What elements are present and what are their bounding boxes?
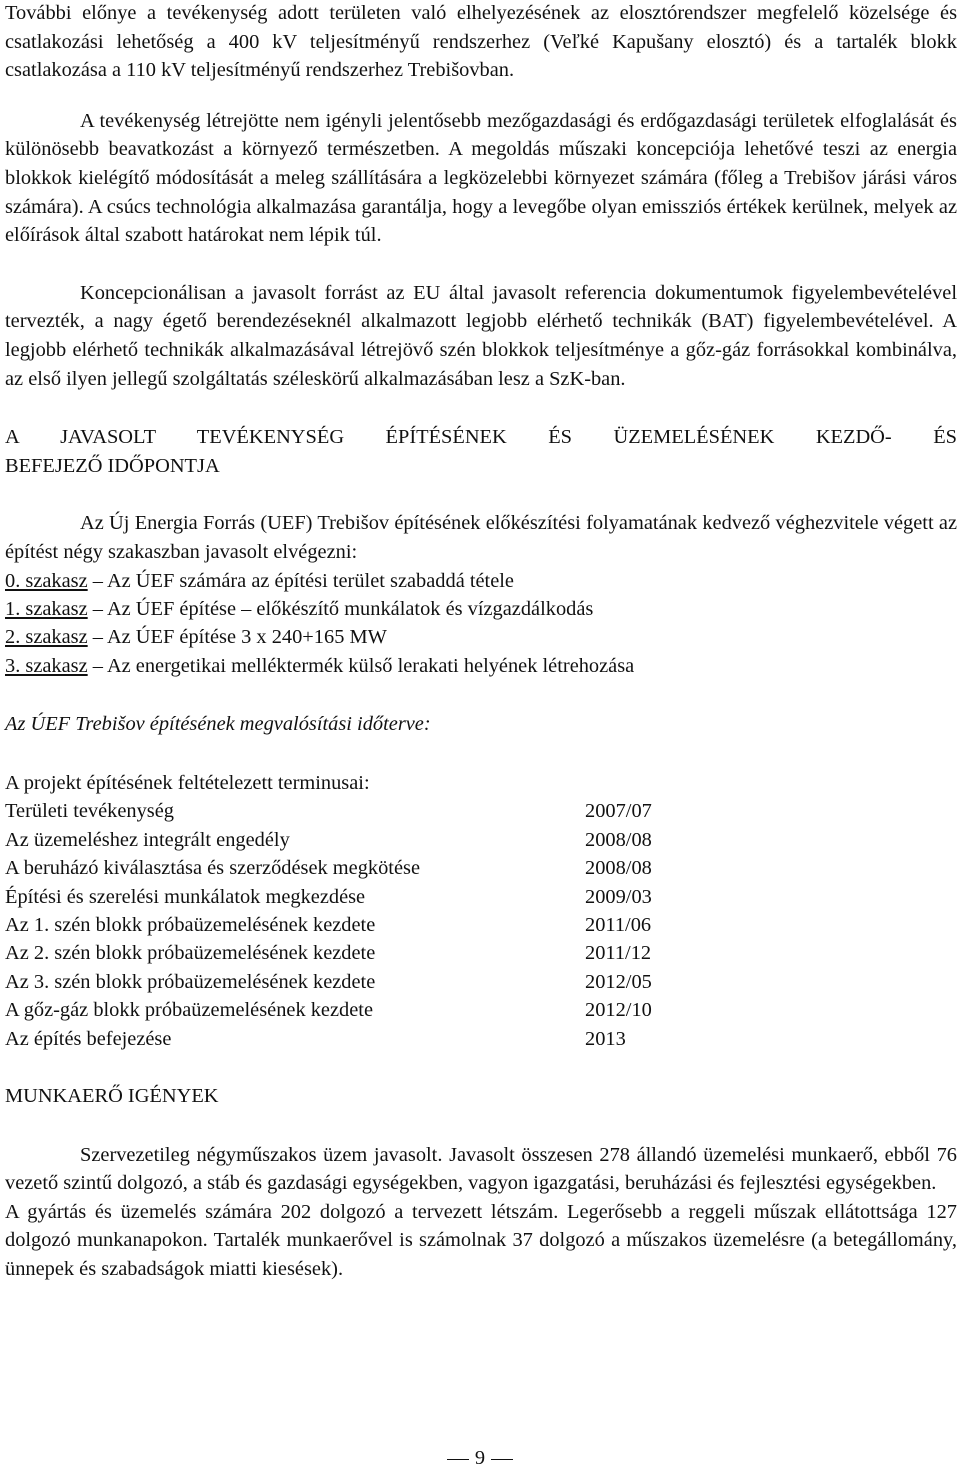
timeline-caption: Az ÚEF Trebišov építésének megvalósítási időterve: — [5, 713, 431, 736]
section-heading — [5, 423, 957, 480]
schedule-activity: Az 2. szén blokk próbaüzemelésének kezdete — [5, 942, 376, 965]
schedule-date: 2007/07 — [585, 800, 652, 823]
stage-label: 2. szakasz — [5, 626, 88, 649]
schedule-activity: Építési és szerelési munkálatok megkezdése — [5, 885, 366, 908]
page-number: 9 — [474, 1447, 486, 1469]
schedule-row — [5, 797, 957, 825]
schedule-row — [5, 826, 957, 854]
stage-item: 2. szakasz – Az ÚEF építése 3 x 240+165 MW — [5, 626, 387, 649]
footer-dash-right — [491, 1459, 513, 1460]
section-heading-line2: BEFEJEZŐ IDŐPONTJA — [5, 454, 220, 477]
schedule-date: 2011/06 — [585, 913, 652, 936]
schedule-row — [5, 883, 957, 911]
stage-text: Az ÚEF építése – előkészítő munkálatok és vízgazdálkodás — [106, 597, 594, 620]
schedule-row — [5, 996, 957, 1024]
schedule-activity: Az üzemeléshez integrált engedély — [5, 828, 290, 851]
schedule-activity: Az 3. szén blokk próbaüzemelésének kezdete — [5, 970, 376, 993]
workforce-heading: MUNKAERŐ IGÉNYEK — [5, 1084, 219, 1107]
stage-label: 0. szakasz — [5, 569, 88, 592]
terminus-title: A projekt építésének feltételezett terminusai: — [5, 771, 370, 794]
schedule-activity: A gőz-gáz blokk próbaüzemelésének kezdete — [5, 999, 373, 1022]
paragraph-location-advantage: További előnye a tevékenység adott területen való elhelyezésének az elosztórendszer megfelelő közelsége és csatlakozási lehetőség a 400 kV teljesítményű rendszerhez (Veľké Kapušany elosztó) és a tartalék blokk csatlakozása a 110 kV teljesítményű rendszerhez Trebišovban. — [5, 2, 957, 82]
stage-text: Az ÚEF számára az építési terület szabaddá tétele — [106, 569, 514, 592]
construction-intro: Az Új Energia Forrás (UEF) Trebišov építésének előkészítési folyamatának kedvező véghezvitele végett az építést négy szakaszban javasolt elvégezni: — [5, 512, 957, 563]
schedule-activity: A beruházó kiválasztása és szerződések megkötése — [5, 857, 421, 880]
stage-item: 0. szakasz – Az ÚEF számára az építési terület szabaddá tétele — [5, 569, 514, 592]
schedule-activity: Az 1. szén blokk próbaüzemelésének kezdete — [5, 913, 376, 936]
stage-label: 3. szakasz — [5, 654, 88, 677]
document-page — [5, 0, 957, 1284]
stage-item: 3. szakasz – Az energetikai melléktermék külső lerakati helyének létrehozása — [5, 654, 635, 677]
schedule-row — [5, 968, 957, 996]
schedule-date: 2011/12 — [585, 942, 652, 965]
paragraph-workforce-shifts: A gyártás és üzemelés számára 202 dolgozó a tervezett létszám. Legerősebb a reggeli műszak ellátottsága 127 dolgozó munkanapokon. Tartalék munkaerővel is számolnak 37 dolgozó a műszakos üzemelésre (a betegállomány, ünnepek és szabadságok miatti kiesések). — [5, 1200, 957, 1280]
paragraph-environment: A tevékenység létrejötte nem igényli jelentősebb mezőgazdasági és erdőgazdasági területek elfoglalását és különösebb beavatkozást a környező természetben. A megoldás műszaki koncepciója lehetővé teszi az energia blokkok kielégítő módosítását a meleg szállítására a legközelebbi környezet számára (főleg a Trebišov járási város számára). A csúcs technológia alkalmazása garantálja, hogy a levegőbe olyan emissziós értékek kerülnek, melyek az előírások által szabott határokat nem lépik túl. — [5, 109, 957, 247]
paragraph-workforce-total: Szervezetileg négyműszakos üzem javasolt. Javasolt összesen 278 állandó üzemelési munkaerő, ebből 76 vezető szintű dolgozó, a stáb és gazdasági egységekben, vagyon igazgatási, beruházási és fejlesztési egységekben. — [5, 1143, 957, 1195]
section-heading-line1: A JAVASOLT TEVÉKENYSÉG ÉPÍTÉSÉNEK ÉS ÜZEMELÉSÉNEK KEZDŐ- ÉS — [5, 426, 957, 449]
schedule-row — [5, 1025, 957, 1053]
schedule-activity: Az építés befejezése — [5, 1027, 172, 1050]
schedule-date: 2009/03 — [585, 885, 652, 908]
schedule-date: 2008/08 — [585, 828, 652, 851]
schedule-list — [5, 797, 957, 1053]
stage-item: 1. szakasz – Az ÚEF építése – előkészítő munkálatok és vízgazdálkodás — [5, 597, 594, 620]
schedule-date: 2012/05 — [585, 970, 652, 993]
stage-text: Az energetikai melléktermék külső lerakati helyének létrehozása — [106, 654, 635, 677]
page-footer — [0, 1444, 960, 1472]
stage-list — [5, 567, 957, 681]
schedule-date: 2008/08 — [585, 857, 652, 880]
schedule-row — [5, 939, 957, 967]
schedule-row — [5, 911, 957, 939]
schedule-date: 2012/10 — [585, 999, 652, 1022]
schedule-activity: Területi tevékenység — [5, 800, 174, 823]
stage-label: 1. szakasz — [5, 597, 88, 620]
schedule-date: 2013 — [585, 1027, 626, 1050]
paragraph-bat-concept: Koncepcionálisan a javasolt forrást az EU által javasolt referencia dokumentumok figyelembevételével tervezték, a nagy égető berendezéseknél alkalmazott legjobb elérhető technikák (BAT) figyelembevételével. A legjobb elérhető technikák alkalmazásával létrejövő szén blokkok teljesítménye a gőz-gáz forrásokkal kombinálva, az első ilyen jellegű szolgáltatás széleskörű alkalmazásában lesz a SzK-ban. — [5, 281, 957, 390]
stage-text: Az ÚEF építése 3 x 240+165 MW — [106, 626, 387, 649]
footer-dash-left — [447, 1459, 469, 1460]
schedule-row — [5, 854, 957, 882]
